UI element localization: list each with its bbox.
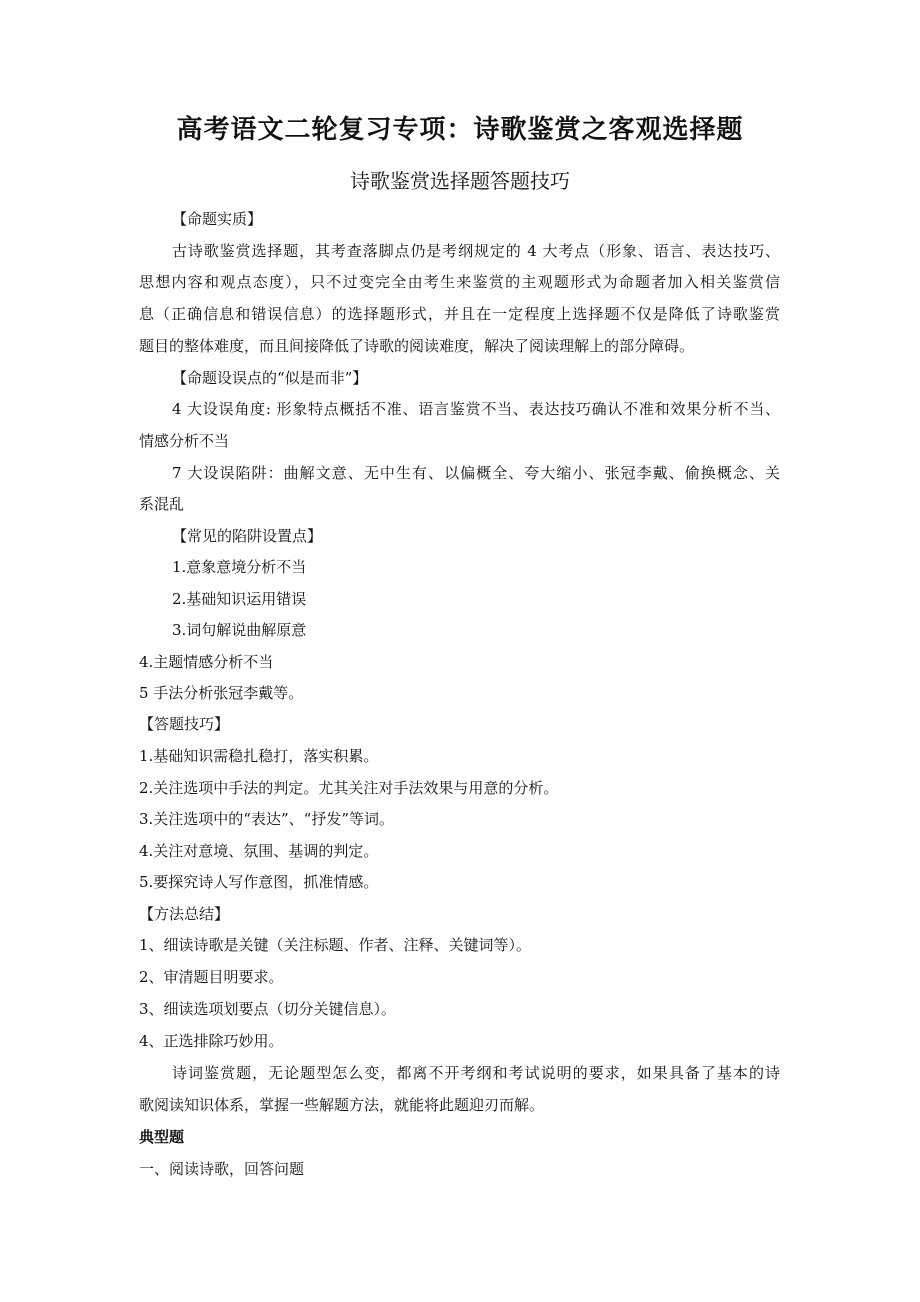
- list-item: 1.基础知识需稳扎稳打，落实积累。: [139, 747, 379, 765]
- paragraph-line: 系混乱: [139, 495, 185, 513]
- section-heading-dati-jiqiao: 【答题技巧】: [139, 715, 230, 733]
- paragraph-line: 思想内容和观点态度），只不过变完全由考生来鉴赏的主观题形式为命题者加入相关鉴赏信: [139, 273, 780, 291]
- list-item: 3.关注选项中的“表达”、“抒发”等词。: [139, 810, 394, 828]
- list-item: 1.意象意境分析不当: [172, 558, 307, 576]
- paragraph-line: 题目的整体难度，而且间接降低了诗歌的阅读难度，解决了阅读理解上的部分障碍。: [139, 337, 695, 355]
- list-item: 5 手法分析张冠李戴等。: [139, 684, 304, 702]
- document-subtitle: 诗歌鉴赏选择题答题技巧: [350, 169, 570, 193]
- list-item: 2.关注选项中手法的判定。尤其关注对手法效果与用意的分析。: [139, 779, 559, 797]
- list-item: 4.主题情感分析不当: [139, 653, 274, 671]
- list-item: 一、阅读诗歌，回答问题: [139, 1160, 305, 1178]
- list-item: 1、细读诗歌是关键（关注标题、作者、注释、关键词等）。: [139, 936, 532, 954]
- paragraph-line: 诗词鉴赏题，无论题型怎么变，都离不开考纲和考试说明的要求，如果具备了基本的诗: [172, 1064, 780, 1082]
- list-item: 3、细读选项划要点（切分关键信息）。: [139, 1000, 397, 1018]
- list-item: 2、审清题目明要求。: [139, 968, 284, 986]
- list-item: 4.关注对意境、氛围、基调的判定。: [139, 842, 379, 860]
- list-item: 2.基础知识运用错误: [172, 590, 307, 608]
- document-title: 高考语文二轮复习专项：诗歌鉴赏之客观选择题: [176, 115, 744, 145]
- section-heading-fangfa-zongjie: 【方法总结】: [139, 905, 230, 923]
- list-item: 5.要探究诗人写作意图，抓准情感。: [139, 873, 379, 891]
- section-heading-mingti-shizhi: 【命题实质】: [172, 210, 263, 228]
- section-heading-she-wu-dian: 【命题设误点的“似是而非”】: [172, 369, 368, 387]
- paragraph-line: 歌阅读知识体系，掌握一些解题方法，就能将此题迎刃而解。: [139, 1096, 545, 1114]
- paragraph-line: 息（正确信息和错误信息）的选择题形式，并且在一定程度上选择题不仅是降低了诗歌鉴赏: [139, 305, 780, 323]
- paragraph-line: 7 大设误陷阱：曲解文意、无中生有、以偏概全、夸大缩小、张冠李戴、偷换概念、关: [172, 464, 780, 482]
- section-heading-xianjing: 【常见的陷阱设置点】: [172, 527, 323, 545]
- paragraph-line: 古诗歌鉴赏选择题，其考查落脚点仍是考纲规定的 4 大考点（形象、语言、表达技巧、: [172, 242, 780, 260]
- paragraph-line: 4 大设误角度: 形象特点概括不准、语言鉴赏不当、表达技巧确认不准和效果分析不当、: [172, 400, 780, 418]
- list-item: 4、正选排除巧妙用。: [139, 1032, 284, 1050]
- section-heading-dianxing: 典型题: [139, 1128, 185, 1146]
- list-item: 3.词句解说曲解原意: [172, 621, 307, 639]
- paragraph-line: 情感分析不当: [139, 432, 230, 450]
